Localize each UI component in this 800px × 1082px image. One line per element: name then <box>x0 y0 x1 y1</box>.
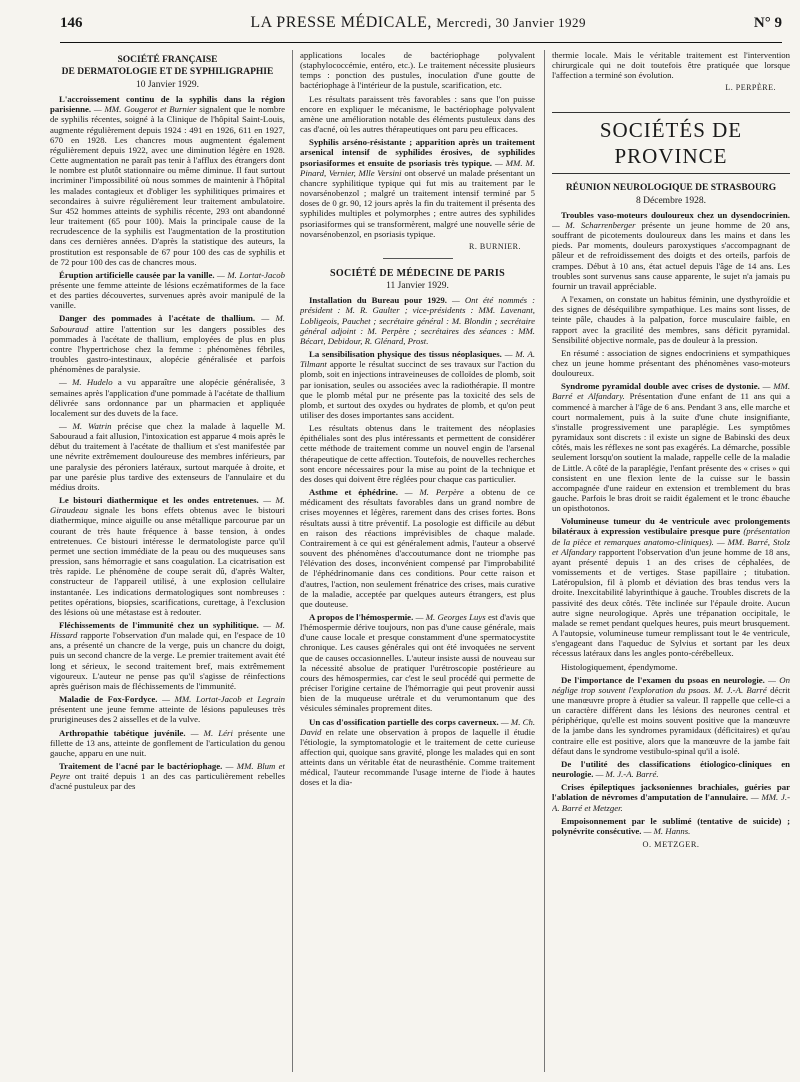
article-text: Les résultats obtenus dans le traitement des néoplasies épithéliales sont des plus intéressants et permettent de considérer cette méthode de traitement comme un nouvel engin de l'arsenal thérapeutique de cette affection. Toutefois, de nouvelles recherches sont encore nécessaires pour la mise au point de la technique et des doses qui doivent être réglées pour chaque cas particulier. <box>300 423 535 484</box>
section-title-line: SOCIÉTÉ FRANÇAISE <box>117 55 218 65</box>
article-text: apporte le résultat succinct de ses travaux sur l'action du plomb, soit en injections intraveineuses de colloïdes de plomb, soit par ionisation, seules ou associées avec la radiothérapie. Il montre que le plomb métal pur ne présente pas la toxicité des sels de plomb, et surtout des oxydes ou hydrates de plomb, et qu'on peut utiliser des doses importantes sans accident. <box>300 359 535 420</box>
article-text: en relate une observation à propos de laquelle il étudie l'étiologie, la symptomatologie et le traitement de cette curieuse affection qui, quoique sans gravité, plonge les malades qui en sont atteints dans un véritable état de neurasthénie. Comme traitement médical, l'auteur recommande l'usage interne de l'iode à hautes doses et la dia- <box>300 726 535 788</box>
article <box>50 270 285 311</box>
article-text: décrit une manœuvre propre à étudier sa valeur. Il rappelle que celle-ci a un caractère différent dans les lésions des neurones central et périphérique, qu'elle est moins souvent positive que la manœuvre de la jambe dans les syndromes pyramidaux (déficitaires) et qu'au contraire elle est positive, alors que la manœuvre de la jambe fait défaut dans le syndrome vestibulo-spinal qu'il a isolé. <box>552 684 790 756</box>
article-authors: — M. Perpère <box>404 487 464 498</box>
article <box>552 348 790 378</box>
article-authors: — M. Watrin <box>59 421 112 431</box>
article-heading: Le bistouri diathermique et les ondes entretenues. <box>59 495 259 506</box>
article-heading: Arthropathie tabétique juvénile. <box>59 727 186 738</box>
article-authors: — M. Hudelo <box>59 377 113 388</box>
article-text: présente une femme atteinte de lésions eczématiformes de la face et des parties découvertes, survenues après avoir manipulé de la vanille. <box>50 279 285 311</box>
article <box>300 487 535 609</box>
section-date: 11 Janvier 1929. <box>386 281 449 292</box>
article-heading: Un cas d'ossification partielle des corps caverneux. <box>309 716 499 727</box>
article-authors: — M. Giraudeau <box>50 495 285 516</box>
article <box>300 349 535 420</box>
article <box>50 495 285 617</box>
article-list <box>50 94 285 791</box>
paragraph: applications locales de bactériophage polyvalent (staphylococcémie, entéro, etc.). Le traitement nécessite plusieurs temps : ponction des pustules, inoculation d'une goutte de bactériophage à l'intérieur de la pustule, scarification, etc. <box>300 50 535 91</box>
article-text: rapporte l'observation d'un malade qui, en l'espace de 10 ans, a présenté un chancre de la verge, puis un chancre du doigt, puis un second chancre de la verge. Le premier traitement avait été long et sérieux, le second traitement bref, mais extrêmement vigoureux. L'auteur ne pense pas qu'il s'agisse de réinfections après guérison mais de fléchissements de l'immunité. <box>50 630 285 691</box>
article <box>552 516 790 658</box>
paragraph: thermie locale. Mais le véritable traitement est l'intervention chirurgicale qui ne doit toutefois être pratiquée que lorsque l'affection a terminé son évolution. <box>552 50 790 81</box>
issue-number: N° 9 <box>753 15 782 31</box>
article <box>50 313 285 374</box>
article <box>300 612 535 714</box>
article-heading: Syndrome pyramidal double avec crises de dystonie. <box>561 381 760 392</box>
section-title: SOCIÉTÉ DE MÉDECINE DE PARIS <box>330 267 505 279</box>
article-text: ont observé un malade présentant un chancre syphilitique typique qui fut mis au traitement par le novarsénobenzol ; malgré un traitement intensif terminé par 5 doses de 0 gr. 90, 12 jours après la fin du traitement il présenta des syphilides multiples et polymorphes ; entre autres des syphilides psoriasiformes qui se transformèrent, malgré une nouvelle série de novarsénobenzol, en psoriasis typique. <box>300 167 535 239</box>
article <box>50 421 285 492</box>
article-heading: De l'importance de l'examen du psoas en neurologie. <box>561 674 765 685</box>
article-authors: — MM. Barré et Alfandary. <box>552 381 790 402</box>
separator-rule <box>383 258 453 259</box>
article-heading: Empoisonnement par le sublimé (tentative de suicide) ; polynévrite consécutive. <box>552 815 790 836</box>
article-authors: — M. Scharrenberger <box>552 219 636 230</box>
article <box>552 294 790 345</box>
article <box>552 759 790 779</box>
article-heading: A propos de l'hémospermie. <box>309 611 414 622</box>
article <box>50 728 285 758</box>
article-authors: — MM. Blum et Peyre <box>50 761 285 782</box>
article-heading: Maladie de Fox-Fordyce. <box>59 694 158 705</box>
article <box>300 137 535 239</box>
article-authors: — MM. Gougerot et Burnier <box>93 104 197 115</box>
article-heading: De l'utilité des classifications étiologico-cliniques en neurologie. <box>552 758 790 780</box>
article <box>50 620 285 691</box>
article-authors: — M. Hissard <box>50 619 285 641</box>
signature: R. BURNIER. <box>469 241 521 251</box>
article-heading: Volumineuse tumeur du 4e ventricule avec prolongements bilatéraux à expression vestibulaire presque pure <box>552 516 790 537</box>
article-text: En résumé : association de signes endocriniens et sympathiques chez un jeune homme présentant des phénomènes vaso-moteurs douloureux. <box>552 347 790 379</box>
article-heading: Danger des pommades à l'acétate de thallium. <box>59 313 256 324</box>
article-heading: Fléchissements de l'immunité chez un syphilitique. <box>59 619 259 630</box>
journal-title <box>250 14 586 32</box>
article-text: signalent que le nombre de syphilis récentes, soigné à la Clinique de l'hôpital Saint-Louis, augmente régulièrement depuis 1924 : 491 en 1926, 611 en 1927, 670 en 1928. Les chancres mous augmentent également régulièrement depuis 1922, avec une diminution légère en 1928. Cette augmentation ne paraît pas tenir à l'afflux des étrangers dont le nombre est plutôt stationnaire ou même diminue. Il faut surtout incriminer l'impossibilité où nous sommes de maintenir à l'hôpital les malades contagieux et d'obliger les syphilitiques primaires et secondaires à suivre régulièrement leur traitement ambulatoire. Sur 452 hommes atteints de syphilis récente, 293 ont abandonné leur traitement (65 pour 100). Mais la principale cause de la recrudescence de la syphilis est l'augmentation de la prostitution dans ces dernières années. D'après la statistique des auteurs, la prostitution est responsable de 67 pour 100 des cas de syphilis et de 72 pour 100 des cas de chancres mous. <box>50 104 285 267</box>
article-heading: La sensibilisation physique des tissus néoplasiques. <box>309 349 502 360</box>
column-1 <box>50 50 285 1075</box>
article <box>50 694 285 724</box>
big-section-title: SOCIÉTÉS DE PROVINCE <box>552 112 790 174</box>
article-heading: Traitement de l'acné par le bactériophage. <box>59 761 223 771</box>
signature: L. PERPÈRE. <box>725 83 776 93</box>
article-heading: Éruption artificielle causée par la vanille. <box>59 269 215 280</box>
article-text: Histologiquement, épendymome. <box>561 661 678 672</box>
article-authors: — M. J.-A. Barré. <box>595 769 659 780</box>
article-authors: — M. Sabouraud <box>50 313 285 334</box>
article-text: A l'examen, on constate un habitus féminin, une dysthyroïdie et des signes de déséquilibre sympathique. Les mains sont lisses, de teinte pâle, chaudes à la palpation, force musculaire faible, en rapport avec la gracilité des membres, sans déficit pyramidal. Sensibilité objective normale, pas de douleur à la pression. <box>552 294 790 345</box>
article-text: Présentation d'une enfant de 11 ans qui a commencé à marcher à l'âge de 6 ans. Pendant 3 ans, elle marche et court normalement, puis à la suite d'une chute insignifiante, s'installe progressivement une paraplégie. Les symptômes pyramidaux sont discrets : il existe un signe de Babinski des deux côtés, mais les réflexes ne sont pas exagérés. La démarche, possible seulement lorsqu'on soutient la malade, rappelle celle de la maladie de Little. A côté de la paraplégie, l'enfant présente des « crises » qui consistent en une flexion lente de la cuisse sur le bassin accompagnée d'une raideur en extension et tremblement du bras gauche. Parfois le bras droit se raidit également et le tronc ébauche un opisthotonos. <box>552 391 790 514</box>
article-text: présentent une jeune femme atteinte de lésions papuleuses très prurigineuses des 2 aisselles et de la vulve. <box>50 704 285 725</box>
article-list <box>300 295 535 787</box>
article-text: attire l'attention sur les dangers possibles des pommades à l'acétate de thallium, employées de plus en plus contre l'hypertrichose chez la femme : phénomènes fébriles, troubles gastro-intestinaux, alopécie généralisée et parfois phénomènes de paralysie. <box>50 323 285 375</box>
page-number: 146 <box>60 15 83 31</box>
article-text: rapportent l'observation d'un jeune homme de 18 ans, ayant présenté depuis 1 an des crises de céphalées, de vomissements et de vertiges. Stase papillaire ; titubation. Latéropulsion, fil à plomb et déviation des bras tendus vers la droite. Inexcitabilité labyrinthique à gauche. Troubles discrets de la passivité des deux côtés. Tête inclinée sur l'épaule droite. Aucun autre signe neurologique. Après une trépanation occipitale, le malade se remet pendant quelques heures, puis meurt brusquement. A l'autopsie, volumineuse tumeur remplissant tout le 4e ventricule, s'engageant dans l'aqueduc de Sylvius et sortant par les deux récessus latéraux dans les angles ponto-cérébelleux. <box>552 546 790 659</box>
article-heading: Installation du Bureau pour 1929. <box>309 295 447 306</box>
article <box>552 675 790 756</box>
article <box>552 210 790 291</box>
article-authors: — On néglige trop souvent l'exploration du psoas. M. J.-A. Barré <box>552 674 790 695</box>
article <box>300 295 535 346</box>
article-heading: Syphilis arséno-résistante ; apparition après un traitement arsenical intensif de syphilides érosives, de syphilides psoriasiformes et ensuite de psoriasis très typique. <box>300 137 535 168</box>
article-heading: Asthme et éphédrine. <box>309 487 398 498</box>
article-authors: — M. Lortat-Jacob <box>217 269 285 280</box>
article <box>552 381 790 513</box>
section-title <box>50 54 285 78</box>
article <box>50 761 285 791</box>
article <box>552 662 790 672</box>
article <box>50 377 285 418</box>
signature: O. METZGER. <box>642 840 700 849</box>
article-heading: Crises épileptiques jacksoniennes brachiales, guéries par l'ablation de névromes d'amputation de l'annulaire. <box>552 782 790 803</box>
article-authors: (présentation de la pièce et remarques anatomo-cliniques). — MM. Barré, Stolz et Alfandary <box>552 526 790 557</box>
page-header <box>60 14 782 43</box>
article-heading: Troubles vaso-moteurs douloureux chez un dysendocrinien. <box>561 209 790 220</box>
article-authors: — M. Hanns. <box>643 825 691 836</box>
article-authors: — Ont été nommés : président : M. R. Gaulter ; vice-présidents : MM. Lavenant, Lobligeois, Pauchet ; secrétaire général : M. Blondin ; secrétaire général adjoint : M. Perpère ; secrétaires des séances : MM. Bécart, Debidour, R. Glénard, Prost. <box>300 295 535 346</box>
article-authors: — M. A. Tilmant <box>300 349 535 370</box>
article-authors: — M. Georges Luys <box>415 611 486 622</box>
article-text: ont traité depuis 1 an des cas particulièrement rebelles d'acné pustuleux par des <box>50 771 285 792</box>
article-authors: — M. Léri <box>190 727 233 738</box>
article-text: présente une fillette de 13 ans, atteinte de gonflement de l'articulation du genou gauche, apparu en une nuit. <box>50 727 285 758</box>
journal-name: LA PRESSE MÉDICALE, <box>250 14 432 31</box>
article-authors: — MM. M. Pinard, Vernier, Mlle Versini <box>300 157 535 178</box>
section-date: 10 Janvier 1929. <box>135 80 200 90</box>
section-title-line: DE DERMATOLOGIE ET DE SYPHILIGRAPHIE <box>61 67 274 77</box>
article <box>300 423 535 484</box>
article-text: précise que chez la malade à laquelle M. Sabouraud a fait allusion, l'intoxication est apparue 4 mois après le début du traitement à l'acétate de thallium et s'est manifestée par une névrite extrêmement douloureuse des membres inférieurs, par une paralysie des péroniers latéraux, surtout marquée à droite, et par une parésie plus tardive des extenseurs de l'annulaire et du médius droits. <box>50 421 285 492</box>
article <box>300 717 535 788</box>
article-authors: — MM. Lortat-Jacob et Legrain <box>162 694 285 705</box>
article-authors: — M. Ch. David <box>300 716 535 737</box>
column-divider <box>544 50 545 1072</box>
section-title: RÉUNION NEUROLOGIQUE DE STRASBOURG <box>565 182 777 193</box>
article-text: présente un jeune homme de 20 ans, souffrant de picotements douloureux dans les mains et dans les pieds. Par moments, douleurs paroxystiques s'accompagnant de pâleur et de refroidissement des doigts et des orteils, parfois de crampes. Début à 10 ans, état actuel depuis l'âge de 14 ans. Les troubles sont survenus sans cause apparente, le sujet n'a jamais pu fournir un travail appréciable. <box>552 219 790 291</box>
column-divider <box>292 50 293 1072</box>
article-text: signale les bons effets obtenus avec le bistouri diathermique, mince aiguille ou anse métallique parcourue par un courant de très haute fréquence à basse tension, à ondes entretenues. Ce bistouri intéresse le dermatologiste parce qu'il permet une section immédiate de la peau ou des muqueuses sans pression, sans hémorragie et sans coagulation. La cicatrisation est très rapide. Le phénomène de coupe serait dû, d'après Walter, constructeur de l'appareil utilisé, à une explosion cellulaire instantanée. Les indications dermatologiques sont nombreuses : petites opérations, biopsies, scarifications, curettage, à l'exclusion des lésions où une métastase est à redouter. <box>50 505 285 617</box>
issue-date: Mercredi, 30 Janvier 1929 <box>436 15 587 30</box>
article-heading: L'accroissement continu de la syphilis dans la région parisienne. <box>50 94 285 115</box>
article <box>552 816 790 836</box>
article-text: a obtenu de ce médicament des résultats favorables dans un grand nombre de crises moyennes et légères, rarement dans des crises fortes. Bons résultats aussi à titre préventif. La posologie est difficile au début en raison des réactions imprévisibles de chaque malade. Contrairement à ce qui est généralement admis, l'auteur a observé souvent des phénomènes d'accoutumance dont ne triomphe pas l'élévation des doses, inconvénient compensé par l'improbabilité de l'éphédrinomanie dans ces conditions. Pour cette raison et d'autres, l'action, non seulement frénatrice des crises, mais curative de la maladie, acceptée par quelques auteurs étrangers, est plus que douteuse. <box>300 487 535 609</box>
article-text: est d'avis que l'hémospermie dérive toujours, non pas d'une cause générale, mais d'une cause locale et presque constamment d'une spermatocystite chronique. Les causes générales qui ont été invoquées ne servent que de causes occasionnelles. L'auteur insiste aussi de nouveau sur la nécessité absolue de pratiquer l'urétroscopie postérieure au cours des hémospermies, car c'est le seul procédé qui permette de préciser l'origine certaine de l'hémorragie qui peut provenir aussi bien de la muqueuse urétrale et du verumontanum que des vésicules séminales proprement dites. <box>300 611 535 714</box>
column-2 <box>300 50 535 1075</box>
article-list <box>552 210 790 836</box>
article <box>552 782 790 812</box>
article-text: a vu apparaître une alopécie généralisée, 3 semaines après l'application d'une pommade à l'acétate de thallium délivrée sans ordonnance par un pharmacien et appliquée localement sur des duvets de la face. <box>50 377 285 418</box>
column-3 <box>552 50 790 1075</box>
article <box>50 94 285 267</box>
paragraph: Les résultats paraissent très favorables : sans que l'on puisse encore en expliquer le mécanisme, le bactériophage polyvalent amène une amélioration notable des éléments pustuleux dans des cas d'acné, où les autres thérapeutiques ont paru peu efficaces. <box>300 93 535 135</box>
section-date: 8 Décembre 1928. <box>636 195 706 206</box>
article-authors: — MM. J.-A. Barré et Metzger. <box>552 792 790 813</box>
